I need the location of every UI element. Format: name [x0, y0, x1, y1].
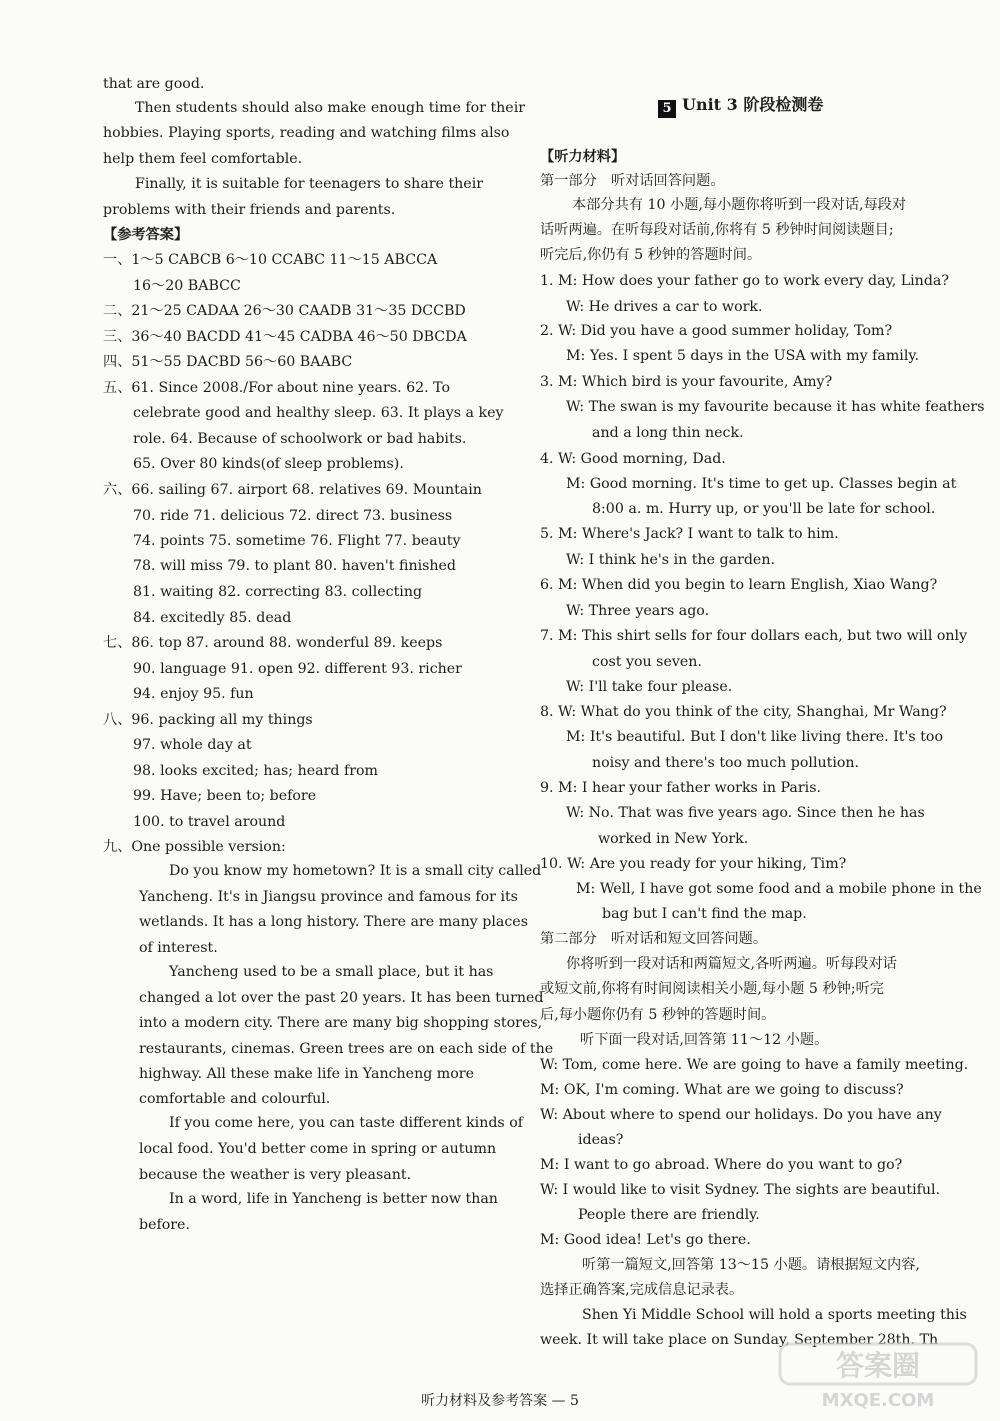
- essay-line: Do you know my hometown? It is a small city called: [169, 863, 542, 879]
- passage-line: week. It will take place on Sunday, September 28th. Th: [540, 1332, 939, 1348]
- essay-line: into a modern city. There are many big shopping stores,: [139, 1015, 543, 1031]
- dialogue-line: 2. W: Did you have a good summer holiday, Tom?: [540, 323, 893, 339]
- svg-text:答案圈: 答案圈: [835, 1349, 921, 1382]
- dialogue-line: and a long thin neck.: [592, 425, 744, 441]
- intro-line: 你将听到一段对话和两篇短文,各听两遍。听每段对话: [566, 956, 897, 972]
- intro-line: 听第一篇短文,回答第 13～15 小题。请根据短文内容,: [582, 1257, 920, 1273]
- dialogue-line: W: Three years ago.: [566, 603, 710, 619]
- essay-line: If you come here, you can taste different kinds of: [169, 1115, 524, 1131]
- dialogue-line: 10. W: Are you ready for your hiking, Tim?: [540, 856, 847, 872]
- section-title: [658, 92, 823, 118]
- answer-line: 78. will miss 79. to plant 80. haven't finished: [133, 558, 457, 574]
- watermark-logo-icon: [778, 1342, 978, 1412]
- dialogue-line: W: The swan is my favourite because it has white feathers: [566, 399, 985, 415]
- section-number-badge: 5: [658, 100, 676, 118]
- part-heading: 第一部分 听对话回答问题。: [540, 173, 725, 189]
- answer-line: 70. ride 71. delicious 72. direct 73. business: [133, 508, 453, 524]
- intro-line: 听完后,你仍有 5 秒钟的答题时间。: [540, 247, 762, 263]
- essay-line: because the weather is very pleasant.: [139, 1167, 412, 1183]
- dialogue-line: bag but I can't find the map.: [602, 906, 807, 922]
- essay-line: problems with their friends and parents.: [103, 202, 396, 218]
- dialogue-line: W: About where to spend our holidays. Do you have any: [540, 1107, 942, 1123]
- dialogue-line: 3. M: Which bird is your favourite, Amy?: [540, 374, 833, 390]
- dialogue-line: 6. M: When did you begin to learn English, Xiao Wang?: [540, 577, 938, 593]
- essay-line: highway. All these make life in Yancheng more: [139, 1066, 474, 1082]
- answer-line: 100. to travel around: [133, 814, 286, 830]
- page-footer: 听力材料及参考答案 — 5: [421, 1393, 579, 1409]
- essay-line: changed a lot over the past 20 years. It has been turned: [139, 990, 544, 1006]
- dialogue-line: M: Good morning. It's time to get up. Classes begin at: [566, 476, 957, 492]
- answer-line: 81. waiting 82. correcting 83. collecting: [133, 584, 423, 600]
- dialogue-line: ideas?: [578, 1132, 624, 1148]
- dialogue-line: W: I'll take four please.: [566, 679, 733, 695]
- essay-line: restaurants, cinemas. Green trees are on each side of the: [139, 1041, 554, 1057]
- dialogue-line: M: It's beautiful. But I don't like living there. It's too: [566, 729, 943, 745]
- dialogue-line: People there are friendly.: [578, 1207, 760, 1223]
- dialogue-line: 9. M: I hear your father works in Paris.: [540, 780, 821, 796]
- dialogue-line: cost you seven.: [592, 654, 702, 670]
- answer-line: 一、1～5 CABCB 6～10 CCABC 11～15 ABCCA: [103, 252, 438, 268]
- answers-header: 【参考答案】: [103, 227, 189, 243]
- dialogue-line: W: No. That was five years ago. Since then he has: [566, 805, 925, 821]
- answer-line: 四、51～55 DACBD 56～60 BAABC: [103, 354, 353, 370]
- essay-line: Then students should also make enough time for their: [135, 100, 526, 116]
- answer-line: 74. points 75. sometime 76. Flight 77. beauty: [133, 533, 461, 549]
- dialogue-line: worked in New York.: [598, 831, 749, 847]
- essay-line: Yancheng used to be a small place, but it has: [169, 964, 494, 980]
- dialogue-line: W: He drives a car to work.: [566, 299, 763, 315]
- essay-line: wetlands. It has a long history. There are many places: [139, 914, 528, 930]
- essay-line: local food. You'd better come in spring or autumn: [139, 1141, 497, 1157]
- intro-line: 后,每小题你仍有 5 秒钟的答题时间。: [540, 1007, 776, 1023]
- answer-line: 97. whole day at: [133, 737, 252, 753]
- essay-line: that are good.: [103, 76, 205, 92]
- answer-line: 84. excitedly 85. dead: [133, 610, 292, 626]
- listening-header: 【听力材料】: [540, 149, 626, 165]
- essay-line: hobbies. Playing sports, reading and watching films also: [103, 125, 510, 141]
- answer-line: role. 64. Because of schoolwork or bad habits.: [133, 431, 467, 447]
- essay-line: help them feel comfortable.: [103, 151, 303, 167]
- dialogue-line: 1. M: How does your father go to work every day, Linda?: [540, 273, 949, 289]
- answer-line: 九、One possible version:: [103, 839, 286, 855]
- answer-line: 二、21～25 CADAA 26～30 CAADB 31～35 DCCBD: [103, 303, 466, 319]
- answer-line: 八、96. packing all my things: [103, 712, 313, 728]
- dialogue-line: W: I would like to visit Sydney. The sights are beautiful.: [540, 1182, 941, 1198]
- intro-line: 选择正确答案,完成信息记录表。: [540, 1282, 744, 1298]
- intro-line: 听下面一段对话,回答第 11～12 小题。: [580, 1032, 829, 1048]
- answer-line: 90. language 91. open 92. different 93. richer: [133, 661, 462, 677]
- dialogue-line: 8. W: What do you think of the city, Shanghai, Mr Wang?: [540, 704, 947, 720]
- dialogue-line: M: Yes. I spent 5 days in the USA with my family.: [566, 348, 919, 364]
- answer-line: 六、66. sailing 67. airport 68. relatives 69. Mountain: [103, 482, 482, 498]
- answer-line: celebrate good and healthy sleep. 63. It plays a key: [133, 405, 504, 421]
- intro-line: 本部分共有 10 小题,每小题你将听到一段对话,每段对: [572, 197, 907, 213]
- dialogue-line: noisy and there's too much pollution.: [592, 755, 860, 771]
- answer-line: 七、86. top 87. around 88. wonderful 89. keeps: [103, 635, 443, 651]
- answer-line: 94. enjoy 95. fun: [133, 686, 254, 702]
- essay-line: Finally, it is suitable for teenagers to share their: [135, 176, 484, 192]
- dialogue-line: W: I think he's in the garden.: [566, 552, 775, 568]
- section-title-text: Unit 3 阶段检测卷: [682, 95, 824, 114]
- dialogue-line: W: Tom, come here. We are going to have a family meeting.: [540, 1057, 969, 1073]
- passage-line: Shen Yi Middle School will hold a sports meeting this: [582, 1307, 967, 1323]
- dialogue-line: M: OK, I'm coming. What are we going to discuss?: [540, 1082, 904, 1098]
- intro-line: 话听两遍。在听每段对话前,你将有 5 秒钟时间阅读题目;: [540, 222, 894, 238]
- dialogue-line: M: Good idea! Let's go there.: [540, 1232, 751, 1248]
- svg-text:MXQE.COM: MXQE.COM: [821, 1390, 935, 1411]
- dialogue-line: M: I want to go abroad. Where do you want to go?: [540, 1157, 903, 1173]
- answer-line: 三、36～40 BACDD 41～45 CADBA 46～50 DBCDA: [103, 329, 467, 345]
- part-heading: 第二部分 听对话和短文回答问题。: [540, 931, 768, 947]
- dialogue-line: 7. M: This shirt sells for four dollars each, but two will only: [540, 628, 968, 644]
- answer-line: 五、61. Since 2008./For about nine years. 62. To: [103, 380, 451, 396]
- dialogue-line: 4. W: Good morning, Dad.: [540, 451, 726, 467]
- answer-line: 16～20 BABCC: [133, 278, 241, 294]
- answer-line: 65. Over 80 kinds(of sleep problems).: [133, 456, 404, 472]
- answer-line: 98. looks excited; has; heard from: [133, 763, 378, 779]
- essay-line: of interest.: [139, 940, 218, 956]
- essay-line: In a word, life in Yancheng is better now than: [169, 1191, 498, 1207]
- essay-line: before.: [139, 1217, 190, 1233]
- answer-line: 99. Have; been to; before: [133, 788, 317, 804]
- dialogue-line: 5. M: Where's Jack? I want to talk to him.: [540, 526, 839, 542]
- dialogue-line: M: Well, I have got some food and a mobile phone in the: [576, 881, 982, 897]
- essay-line: comfortable and colourful.: [139, 1091, 331, 1107]
- dialogue-line: 8:00 a. m. Hurry up, or you'll be late for school.: [592, 501, 936, 517]
- essay-line: Yancheng. It's in Jiangsu province and famous for its: [139, 889, 518, 905]
- intro-line: 或短文前,你将有时间阅读相关小题,每小题 5 秒钟;听完: [540, 981, 884, 997]
